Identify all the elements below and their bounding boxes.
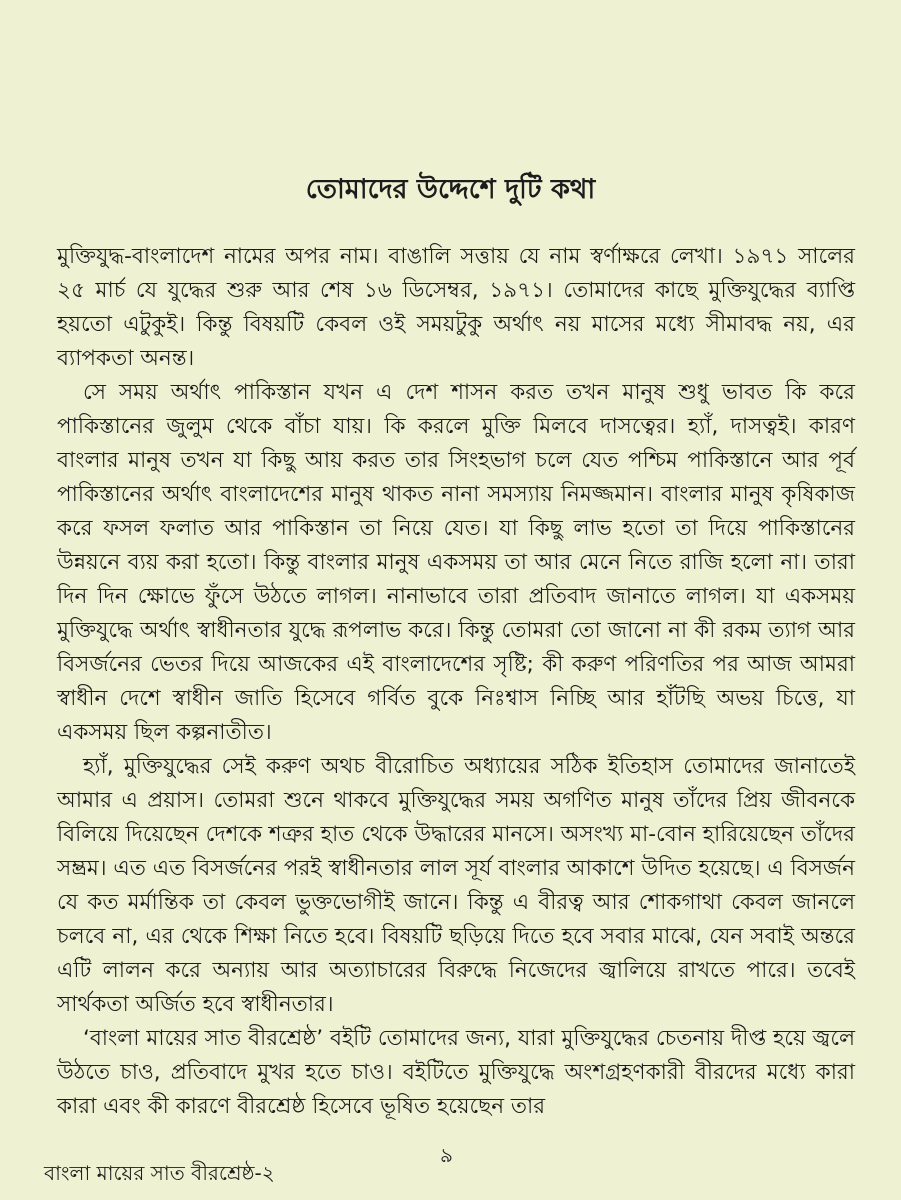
page-title: তোমাদের উদ্দেশে দুটি কথা bbox=[305, 174, 596, 205]
page-number: ৯ bbox=[440, 1143, 453, 1167]
paragraph-4: ‘বাংলা মায়ের সাত বীরশ্রেষ্ঠ’ বইটি তোমাদের জন্য, যারা মুক্তিযুদ্ধের চেতনায় দীপ্ত হয়ে জ্বলে উঠতে চাও, প্রতিবাদে মুখর হতে চাও। বইটিতে মুক্তিযুদ্ধে অংশগ্রহণকারী বীরদের মধ্যে কারা কারা এবং কী কারণে বীরশ্রেষ্ঠ হিসেবে ভূষিত হয়েছেন তার bbox=[57, 1026, 855, 1119]
paragraph-2: সে সময় অর্থাৎ পাকিস্তান যখন এ দেশ শাসন করত তখন মানুষ শুধু ভাবত কি করে পাকিস্তানের জুলুম থেকে বাঁচা যায়। কি করলে মুক্তি মিলবে দাসত্বের। হ্যাঁ, দাসত্বই। কারণ বাংলার মানুষ তখন যা কিছু আয় করত তার সিংহভাগ চলে যেত পশ্চিম পাকিস্তানে আর পূর্ব পাকিস্তানের অর্থাৎ বাংলাদেশের মানুষ থাকত নানা সমস্যায় নিমজ্জমান। বাংলার মানুষ কৃষিকাজ করে ফসল ফলাত আর পাকিস্তান তা নিয়ে যেত। যা কিছু লাভ হতো তা দিয়ে পাকিস্তানের উন্নয়নে ব্যয় করা হতো। কিন্তু বাংলার মানুষ একসময় তা আর মেনে নিতে রাজি হলো না। তারা দিন দিন ক্ষোভে ফুঁসে উঠতে লাগল। নানাভাবে তারা প্রতিবাদ জানাতে লাগল। যা একসময় মুক্তিযুদ্ধে অর্থাৎ স্বাধীনতার যুদ্ধে রূপলাভ করে। কিন্তু তোমরা তো জানো না কী রকম ত্যাগ আর বিসর্জনের ভেতর দিয়ে আজকের এই বাংলাদেশের সৃষ্টি; কী করুণ পরিণতির পর আজ আমরা স্বাধীন দেশে স্বাধীন জাতি হিসেবে গর্বিত বুকে নিঃশ্বাস নিচ্ছি আর হাঁটছি অভয় চিত্তে, যা একসময় ছিল কল্পনাতীত। bbox=[57, 380, 855, 745]
paragraph-1: মুক্তিযুদ্ধ-বাংলাদেশ নামের অপর নাম। বাঙালি সত্তায় যে নাম স্বর্ণাক্ষরে লেখা। ১৯৭১ সালের ২৫ মার্চ যে যুদ্ধের শুরু আর শেষ ১৬ ডিসেম্বর, ১৯৭১। তোমাদের কাছে মুক্তিযুদ্ধের ব্যাপ্তি হয়তো এটুকুই। কিন্তু বিষয়টি কেবল ওই সময়টুকু অর্থাৎ নয় মাসের মধ্যে সীমাবদ্ধ নয়, এর ব্যাপকতা অনন্ত। bbox=[57, 244, 855, 371]
paragraph-3: হ্যাঁ, মুক্তিযুদ্ধের সেই করুণ অথচ বীরোচিত অধ্যায়ের সঠিক ইতিহাস তোমাদের জানাতেই আমার এ প্রয়াস। তোমরা শুনে থাকবে মুক্তিযুদ্ধের সময় অগণিত মানুষ তাঁদের প্রিয় জীবনকে বিলিয়ে দিয়েছেন দেশকে শত্রুর হাত থেকে উদ্ধারের মানসে। অসংখ্য মা-বোন হারিয়েছেন তাঁদের সম্ভ্রম। এত এত বিসর্জনের পরই স্বাধীনতার লাল সূর্য বাংলার আকাশে উদিত হয়েছে। এ বিসর্জন যে কত মর্মান্তিক তা কেবল ভুক্তভোগীই জানে। কিন্তু এ বীরত্ব আর শোকগাথা কেবল জানলে চলবে না, এর থেকে শিক্ষা নিতে হবে। বিষয়টি ছড়িয়ে দিতে হবে সবার মাঝে, যেন সবাই অন্তরে এটি লালন করে অন্যায় আর অত্যাচারের বিরুদ্ধে নিজেদের জ্বালিয়ে রাখতে পারে। তবেই সার্থকতা অর্জিত হবে স্বাধীনতার। bbox=[57, 754, 855, 1017]
footer-book-title: বাংলা মায়ের সাত বীরশ্রেষ্ঠ-২ bbox=[44, 1161, 275, 1185]
body-text bbox=[57, 240, 855, 1124]
